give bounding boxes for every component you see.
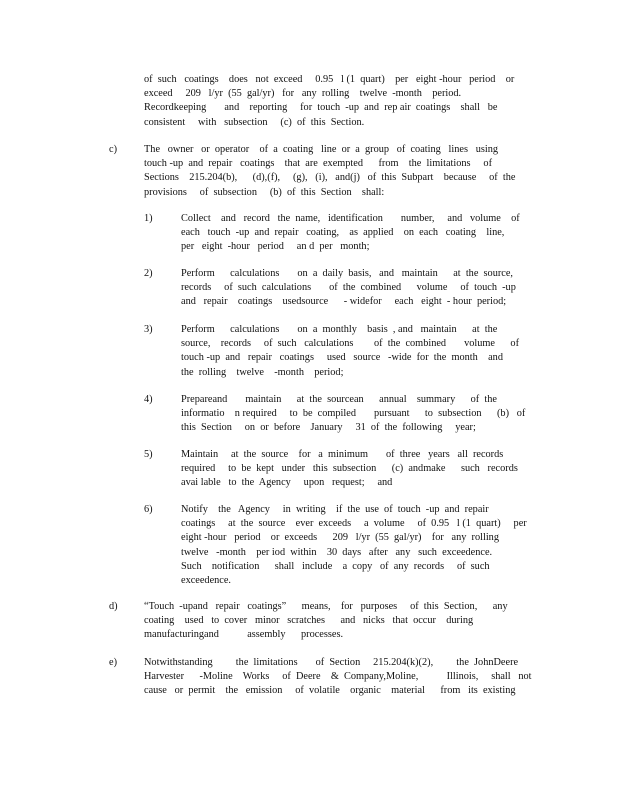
text-line: informatio n required to be compiled pursuant to subsection (b) of — [181, 408, 526, 420]
text-line: provisions of subsection (b) of this Section shall: — [144, 186, 385, 198]
text-line: cause or permit the emission of volatile organic material from its existing — [144, 685, 516, 697]
text-line: per eight -hour period an d per month; — [181, 241, 370, 253]
subsection-e-paragraph — [144, 656, 532, 699]
text-line: Collect and record the name, identification number, and volume of — [181, 213, 520, 224]
text-line: Prepareand maintain at the sourcean annual summary of the — [181, 394, 497, 405]
item-marker-1: 1) — [144, 213, 153, 224]
text-line: Recordkeeping and reporting for touch -up and rep air coatings shall be — [144, 102, 498, 114]
item-marker-2: 2) — [144, 268, 153, 279]
text-line: Harvester -Moline Works of Deere & Company,Moline, Illinois, shall not — [144, 671, 532, 683]
text-line: manufacturingand assembly processes. — [144, 629, 344, 641]
item-4-paragraph — [181, 393, 525, 436]
text-line: eight -hour period or exceeds 209 l/yr (55 gal/yr) for any rolling — [181, 532, 499, 544]
subsection-c-paragraph — [144, 143, 515, 200]
text-line: Notify the Agency in writing if the use of touch -up and repair — [181, 504, 489, 515]
item-marker-3: 3) — [144, 324, 153, 335]
intro-paragraph — [144, 73, 514, 130]
item-marker-4: 4) — [144, 394, 153, 405]
text-line: consistent with subsection (c) of this Section. — [144, 116, 365, 128]
subsection-marker-d: d) — [109, 601, 118, 612]
text-line: exceed 209 l/yr (55 gal/yr) for any rolling twelve -month period. — [144, 88, 462, 100]
item-1-paragraph — [181, 212, 520, 255]
item-marker-5: 5) — [144, 449, 153, 460]
text-line: Perform calculations on a monthly basis , and maintain at the — [181, 324, 498, 335]
subsection-marker-c: c) — [109, 144, 117, 155]
text-line: this Section on or before January 31 of the following year; — [181, 422, 476, 434]
text-line: Sections 215.204(b), (d),(f), (g), (i), and(j) of this Subpart because of the — [144, 172, 516, 184]
text-line: coating used to cover minor scratches and nicks that occur during — [144, 615, 474, 627]
text-line: each touch -up and repair coating, as applied on each coating line, — [181, 227, 505, 239]
text-line: Perform calculations on a daily basis, and maintain at the source, — [181, 268, 513, 279]
text-line: The owner or operator of a coating line or a group of coating lines using — [144, 144, 499, 155]
text-line: the rolling twelve -month period; — [181, 366, 344, 378]
text-line: avai lable to the Agency upon request; and — [181, 477, 393, 489]
text-line: twelve -month per iod within 30 days after any such exceedence. — [181, 546, 493, 558]
text-line: “Touch -upand repair coatings” means, for purposes of this Section, any — [144, 601, 508, 612]
text-line: source, records of such calculations of the combined volume of — [181, 338, 519, 350]
item-5-paragraph — [181, 448, 518, 491]
item-2-paragraph — [181, 267, 516, 310]
text-line: Maintain at the source for a minimum of three years all records — [181, 449, 504, 460]
text-line: touch -up and repair coatings that are exempted from the limitations of — [144, 158, 492, 170]
text-line: coatings at the source ever exceeds a volume of 0.95 l (1 quart) per — [181, 518, 527, 530]
text-line: exceedence. — [181, 574, 232, 586]
item-3-paragraph — [181, 323, 519, 380]
text-line: Such notification shall include a copy of any records of such — [181, 560, 490, 572]
text-line: records of such calculations of the combined volume of touch -up — [181, 282, 516, 294]
text-line: required to be kept under this subsection (c) andmake such records — [181, 463, 518, 475]
subsection-marker-e: e) — [109, 657, 117, 668]
item-6-paragraph — [181, 503, 527, 588]
text-line: and repair coatings usedsource - widefor each eight - hour period; — [181, 296, 507, 308]
text-line: touch -up and repair coatings used source -wide for the month and — [181, 352, 503, 364]
text-line: Notwithstanding the limitations of Section 215.204(k)(2), the JohnDeere — [144, 657, 519, 668]
text-line: of such coatings does not exceed 0.95 l (1 quart) per eight -hour period or — [144, 74, 515, 85]
item-marker-6: 6) — [144, 504, 153, 515]
subsection-d-paragraph — [144, 600, 508, 643]
